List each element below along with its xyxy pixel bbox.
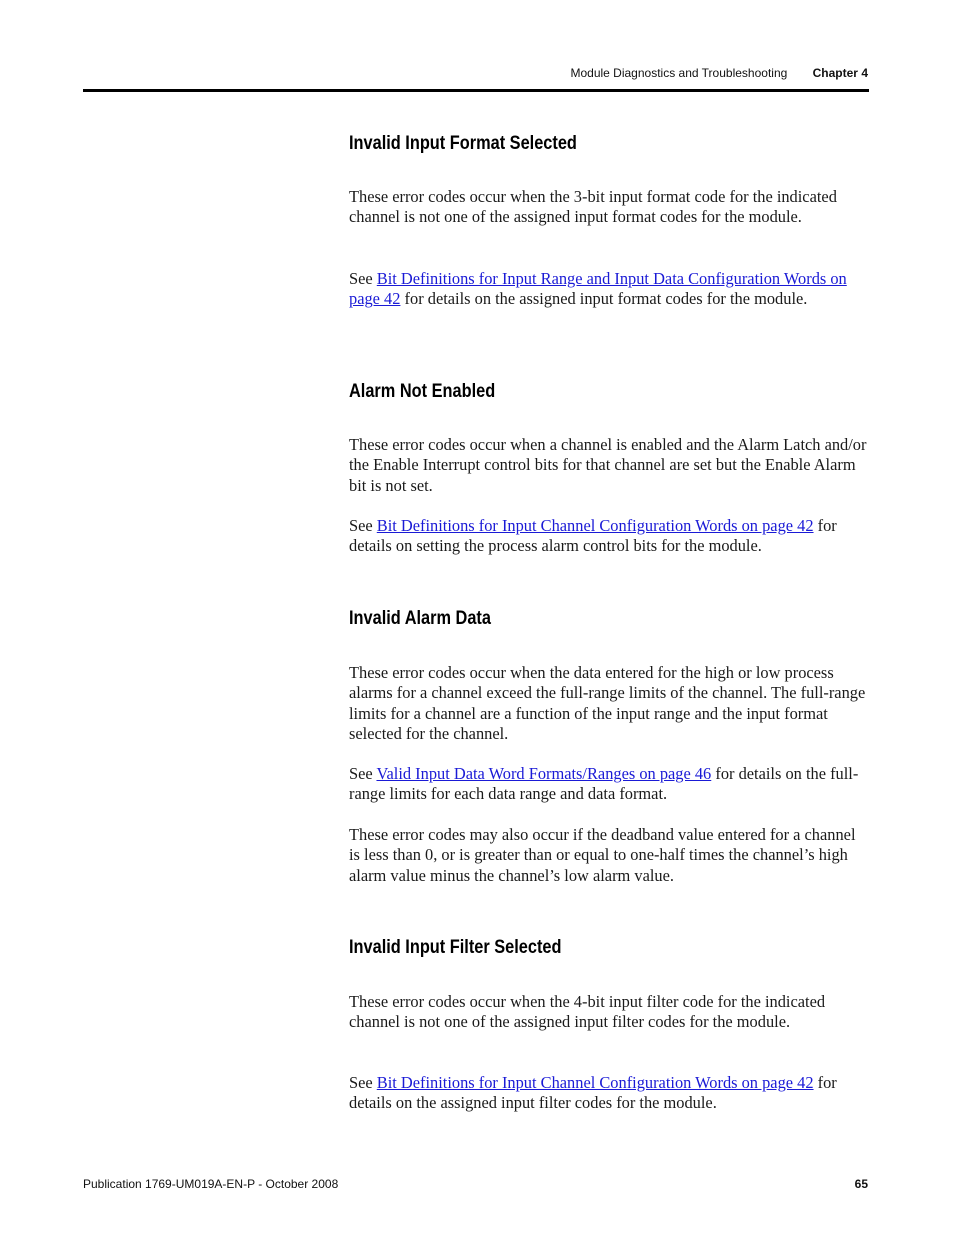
section-paragraph: These error codes occur when the 4-bit input filter code for the indicated channel is not one of the assigned input filter codes for the module. xyxy=(349,992,826,1032)
footer-page-number: 65 xyxy=(854,1177,868,1191)
section-heading: Invalid Alarm Data xyxy=(349,608,491,629)
cross-reference-link[interactable]: Valid Input Data Word Formats/Ranges on page 46 xyxy=(376,764,712,783)
section-heading: Invalid Input Format Selected xyxy=(349,133,577,154)
section-paragraph: These error codes occur when the data entered for the high or low process alarms for a channel exceed the full-range limits of the channel. The full-range limits for a channel are a function of the input range and the input format selected for the channel. xyxy=(349,663,866,744)
section-see-paragraph: See Bit Definitions for Input Channel Configuration Words on page 42 for details on setting the process alarm control bits for the module. xyxy=(349,516,837,556)
section-see-paragraph: See Valid Input Data Word Formats/Ranges on page 46 for details on the full-range limits for each data range and data format. xyxy=(349,764,859,804)
section-paragraph: These error codes may also occur if the deadband value entered for a channel is less than 0, or is greater than or equal to one-half times the channel’s high alarm value minus the channel’s low alarm value. xyxy=(349,825,856,885)
section-see-paragraph: See Bit Definitions for Input Range and Input Data Configuration Words on page 42 for details on the assigned input format codes for the module. xyxy=(349,269,847,309)
footer-publication: Publication 1769-UM019A-EN-P - October 2008 xyxy=(83,1177,339,1191)
cross-reference-link[interactable]: Bit Definitions for Input Channel Configuration Words on page 42 xyxy=(376,1073,814,1092)
section-heading: Invalid Input Filter Selected xyxy=(349,937,562,958)
header-chapter: Chapter 4 xyxy=(812,66,868,80)
section-paragraph: These error codes occur when the 3-bit input format code for the indicated channel is not one of the assigned input format codes for the module. xyxy=(349,187,837,227)
cross-reference-link[interactable]: Bit Definitions for Input Range and Input Data Configuration Words on page 42 xyxy=(349,269,847,309)
header-section-title: Module Diagnostics and Troubleshooting xyxy=(570,66,788,80)
section-see-paragraph: See Bit Definitions for Input Channel Configuration Words on page 42 for details on the assigned input filter codes for the module. xyxy=(349,1073,837,1113)
cross-reference-link[interactable]: Bit Definitions for Input Channel Configuration Words on page 42 xyxy=(376,516,814,535)
section-paragraph: These error codes occur when a channel is enabled and the Alarm Latch and/or the Enable Interrupt control bits for that channel are set but the Enable Alarm bit is not set. xyxy=(349,435,867,495)
running-header xyxy=(570,66,868,80)
header-rule xyxy=(83,89,869,92)
section-heading: Alarm Not Enabled xyxy=(349,381,496,402)
